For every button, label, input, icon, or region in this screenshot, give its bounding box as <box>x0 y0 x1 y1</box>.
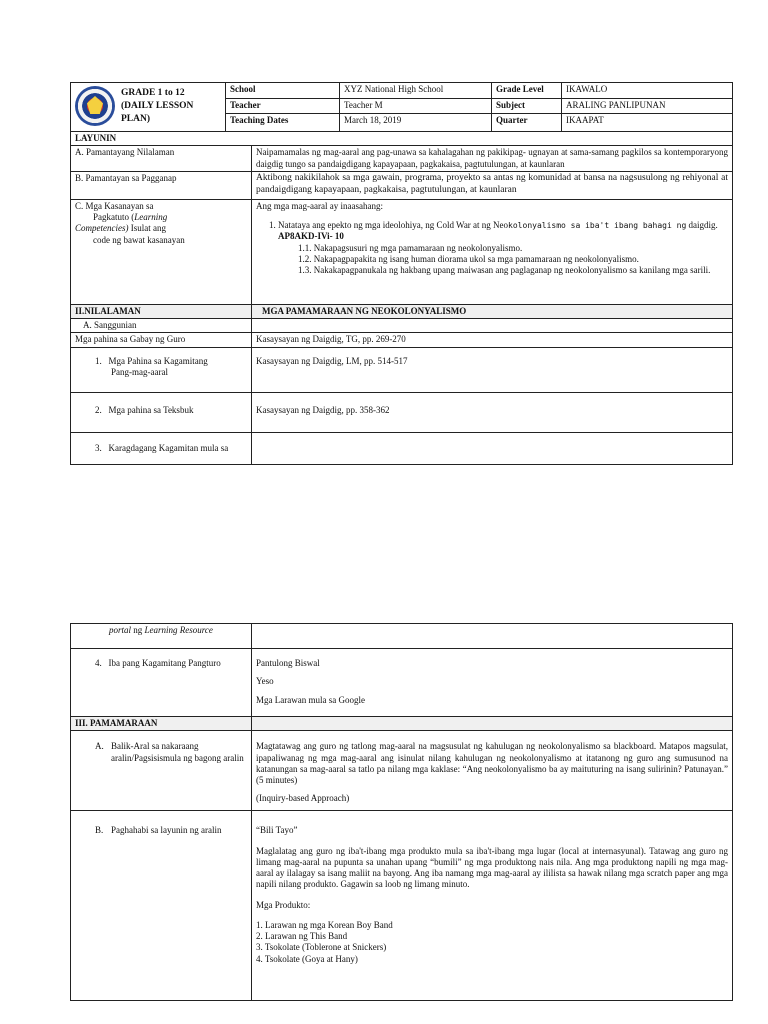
competency-sub-2: 1.2. Nakapagpapakita ng isang human diorama ukol sa mga pamamaraan ng neokolonyalismo. <box>298 253 639 264</box>
paghahabi-label: B. Paghahabi sa layunin ng aralin <box>71 811 252 1001</box>
dlp-title-cell <box>71 83 226 132</box>
pamantayang-nilalaman-value: Naipamamalas ng mag-aaral ang pag-unawa sa kahalagahan ng pakikipag- ugnayan at sama-samang pagkilos sa kontemporaryong daigdig tungo sa pandaigdigang kapayapaan, pagkakaisa, pagtutulungan, at kaunlaran <box>252 146 733 172</box>
dates-label: Teaching Dates <box>226 113 340 131</box>
kasanayan-label: C. Mga Kasanayan sa Pagkatuto (Learning Competencies) Isulat ang code ng bawat kasanayan <box>71 199 252 304</box>
lesson-plan-table-page2 <box>70 623 733 1001</box>
gabay-guro-value: Kasaysayan ng Daigdig, TG, pp. 269-270 <box>252 333 733 347</box>
quarter-value: IKAAPAT <box>562 113 733 131</box>
karagdagang-value <box>252 432 733 464</box>
competency-sub-3: 1.3. Nakakapagpanukala ng hakbang upang maiwasan ang paglaganap ng neokolonyalismo sa kanilang mga sarili. <box>298 265 711 275</box>
nilalaman-heading: II.NILALAMAN <box>71 304 252 318</box>
school-value: XYZ National High School <box>340 83 492 99</box>
competency-item-1: 1. Natataya ang epekto ng mga ideolohiya, ng Cold War at ng Neokolonyalismo sa iba't ibang bahagi ng daigdig. AP8AKD-IVi- 10 1.1. Nakapagsusuri ng mga pamamaraan ng neokolonyalismo. 1.2. Nakapagpapakita ng isang human diorama ukol sa mga pamamaraan ng neokolonyalismo. 1.3. Nakakapagpanukala ng hakbang upang maiwasan ang paglaganap ng neokolonyalismo sa kanilang mga sarili. <box>278 220 728 276</box>
layunin-heading: LAYUNIN <box>71 132 733 146</box>
nilalaman-topic: MGA PAMAMARAAN NG NEOKOLONYALISMO <box>252 304 733 318</box>
grade-value: IKAWALO <box>562 83 733 99</box>
pamamaraan-heading: III. PAMAMARAAN <box>71 717 252 731</box>
subject-value: ARALING PANLIPUNAN <box>562 98 733 113</box>
teksbuk-label: 2. Mga pahina sa Teksbuk <box>71 392 252 432</box>
product-item: 4. Tsokolate (Goya at Hany) <box>256 953 358 964</box>
dlp-title: GRADE 1 to 12 (DAILY LESSON PLAN) <box>121 88 194 124</box>
portal-label: portal ng Learning Resource <box>71 624 252 649</box>
kasanayan-value: Ang mga mag-aaral ay inaasahang: 1. Natataya ang epekto ng mga ideolohiya, ng Cold War at ng Neokolonyalismo sa iba't ibang bahagi ng daigdig. AP8AKD-IVi- 10 1.1. Nakapagsusuri ng mga pamamaraan ng neokolonyalismo. 1.2. Nakapagpapakita ng isang human diorama ukol sa mga pamamaraan ng neokolonyalismo. 1.3. Nakakapagpanukala ng hakbang upang maiwasan ang paglaganap ng neokolonyalismo sa kanilang mga sarili. <box>252 199 733 304</box>
teacher-label: Teacher <box>226 98 340 113</box>
product-item: 2. Larawan ng This Band <box>256 931 348 941</box>
karagdagang-label: 3. Karagdagang Kagamitan mula sa <box>71 432 252 464</box>
pamantayan-pagganap-label: B. Pamantayan sa Pagganap <box>71 171 252 199</box>
deped-seal-icon <box>75 86 115 126</box>
balik-aral-label: A. Balik-Aral sa nakaraang aralin/Pagsisismula ng bagong aralin <box>71 731 252 811</box>
product-item: 3. Tsokolate (Toblerone at Snickers) <box>256 942 387 953</box>
kagamitang-label: 1. Mga Pahina sa Kagamitang Pang-mag-aaral <box>71 347 252 392</box>
dates-value: March 18, 2019 <box>340 113 492 131</box>
paghahabi-value: “Bili Tayo” Maglalatag ang guro ng iba't-ibang mga produkto mula sa iba't-ibang mga lugar (local at internasyunal). Tatawag ang guro ng limang mag-aaral na pupunta sa unahan upang “bumili” ng mga produktong nais nila. Ang mga produktong napili ng mga mag-aaral ay ilalagay sa isang maliit na bayong. Ang iba namang mga mag-aaral ay ililista sa hawak nilang mga scratch paper ang mga napili nilang produkto. Gagawin sa loob ng limang minuto. Mga Produkto: 1. Larawan ng mga Korean Boy Band 2. Larawan ng This Band 3. Tsokolate (Toblerone at Snickers) 4. Tsokolate (Goya at Hany) <box>252 811 733 1001</box>
pamantayang-nilalaman-label: A. Pamantayang Nilalaman <box>71 146 252 172</box>
balik-aral-value: Magtatawag ang guro ng tatlong mag-aaral na magsusulat ng kahulugan ng neokolonyalismo sa blackboard. Matapos magsulat, ipapaliwanag ng mga mag-aaral ang isinulat nilang kahulugan ng neokolonyalismo at itatanong ng guro ang sumusunod na katanungan sa mag-aaral sa tatlo pa nilang mga kaklase: “Ang neokolonyalismo ba ay maituturing na isang sulirinin? Patunayan.” (5 minutes) (Inquiry-based Approach) <box>252 731 733 811</box>
lesson-plan-table-page1 <box>70 82 733 465</box>
quarter-label: Quarter <box>492 113 562 131</box>
gabay-guro-label: Mga pahina sa Gabay ng Guro <box>71 333 252 347</box>
competency-list <box>256 220 728 276</box>
sanggunian-label: A. Sanggunian <box>71 319 252 333</box>
competency-sub-1: 1.1. Nakapagsusuri ng mga pamamaraan ng neokolonyalismo. <box>298 242 523 253</box>
kagamitang-value: Kasaysayan ng Daigdig, LM, pp. 514-517 <box>252 347 733 392</box>
pamantayan-pagganap-value: Aktibong nakikilahok sa mga gawain, programa, proyekto sa antas ng komunidad at bansa na nagsusulong ng rehiyonal at pandaigdigang kapayapaan, pagkakaisa, pagtutulungan, at kaunlaran <box>252 171 733 199</box>
subject-label: Subject <box>492 98 562 113</box>
school-label: School <box>226 83 340 99</box>
iba-pang-kagamitan-value: Pantulong Biswal Yeso Mga Larawan mula sa Google <box>252 649 733 717</box>
teacher-value: Teacher M <box>340 98 492 113</box>
product-item: 1. Larawan ng mga Korean Boy Band <box>256 919 393 930</box>
teksbuk-value: Kasaysayan ng Daigdig, pp. 358-362 <box>252 392 733 432</box>
iba-pang-kagamitan-label: 4. Iba pang Kagamitang Pangturo <box>71 649 252 717</box>
grade-label: Grade Level <box>492 83 562 99</box>
